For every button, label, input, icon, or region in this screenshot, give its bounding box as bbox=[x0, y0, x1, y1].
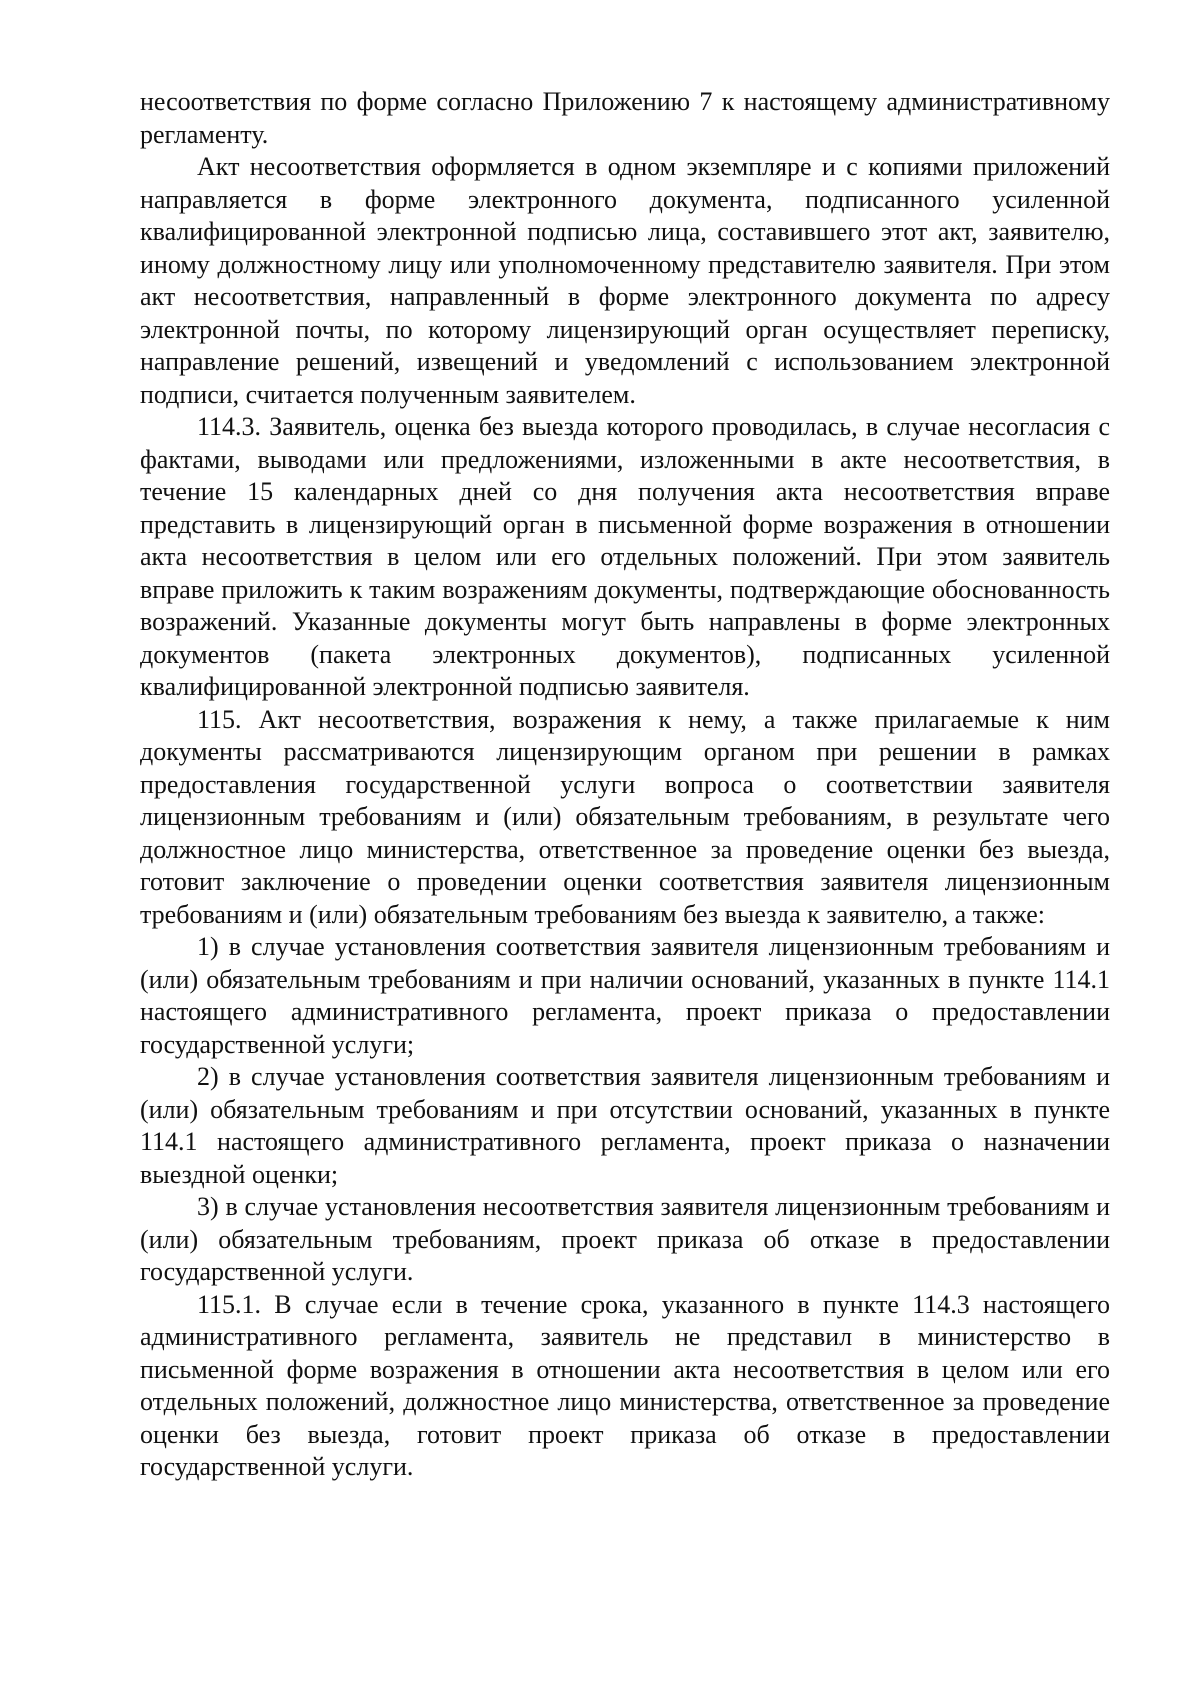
paragraph-115-1: 115.1. В случае если в течение срока, указанного в пункте 114.3 настоящего административного регламента, заявитель не представил в министерство в письменной форме возражения в отношении акта несоответствия в целом или его отдельных положений, должностное лицо министерства, ответственное за проведение оценки без выезда, готовит проект приказа об отказе в предоставлении государственной услуги. bbox=[140, 1289, 1110, 1481]
paragraph-continuation: несоответствия по форме согласно Приложению 7 к настоящему административному регламенту. bbox=[140, 87, 1110, 149]
list-item-1: 1) в случае установления соответствия заявителя лицензионным требованиям и (или) обязательным требованиям и при наличии оснований, указанных в пункте 114.1 настоящего административного регламента, проект приказа о предоставлении государственной услуги; bbox=[140, 932, 1110, 1059]
paragraph-act-nonconformity: Акт несоответствия оформляется в одном экземпляре и с копиями приложений направляется в форме электронного документа, подписанного усиленной квалифицированной электронной подписью лица, составившего этот акт, заявителю, иному должностному лицу или уполномоченному представителю заявителя. При этом акт несоответствия, направленный в форме электронного документа по адресу электронной почты, по которому лицензирующий орган осуществляет переписку, направление решений, извещений и уведомлений с использованием электронной подписи, считается полученным заявителем. bbox=[140, 152, 1110, 409]
list-item-3: 3) в случае установления несоответствия заявителя лицензионным требованиям и (или) обязательным требованиям, проект приказа об отказе в предоставлении государственной услуги. bbox=[140, 1192, 1110, 1286]
paragraph-114-3: 114.3. Заявитель, оценка без выезда которого проводилась, в случае несогласия с фактами, выводами или предложениями, изложенными в акте несоответствия, в течение 15 календарных дней со дня получения акта несоответствия вправе представить в лицензирующий орган в письменной форме возражения в отношении акта несоответствия в целом или его отдельных положений. При этом заявитель вправе приложить к таким возражениям документы, подтверждающие обоснованность возражений. Указанные документы могут быть направлены в форме электронных документов (пакета электронных документов), подписанных усиленной квалифицированной электронной подписью заявителя. bbox=[140, 412, 1110, 701]
list-item-2: 2) в случае установления соответствия заявителя лицензионным требованиям и (или) обязательным требованиям и при отсутствии оснований, указанных в пункте 114.1 настоящего административного регламента, проект приказа о назначении выездной оценки; bbox=[140, 1062, 1110, 1189]
paragraph-115: 115. Акт несоответствия, возражения к нему, а также прилагаемые к ним документы рассматриваются лицензирующим органом при решении в рамках предоставления государственной услуги вопроса о соответствии заявителя лицензионным требованиям и (или) обязательным требованиям, в результате чего должностное лицо министерства, ответственное за проведение оценки без выезда, готовит заключение о проведении оценки соответствия заявителя лицензионным требованиям и (или) обязательным требованиям без выезда к заявителю, а также: bbox=[140, 704, 1110, 929]
document-body bbox=[140, 86, 1110, 1484]
